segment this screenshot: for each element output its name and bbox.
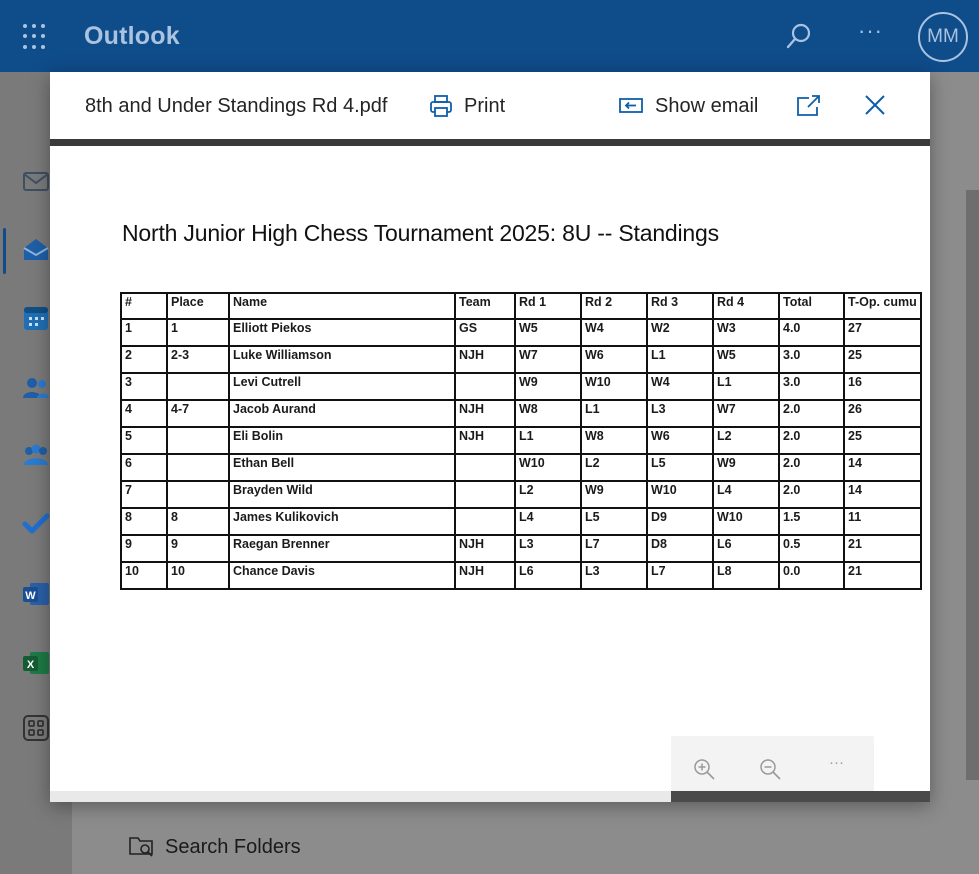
table-cell: GS: [455, 319, 515, 346]
table-row: [121, 427, 921, 454]
table-cell: L6: [515, 562, 581, 589]
rail-active-indicator: [3, 228, 6, 274]
column-header: Place: [167, 293, 229, 319]
more-options-icon[interactable]: ···: [858, 18, 883, 43]
table-cell: NJH: [455, 427, 515, 454]
table-cell: [167, 481, 229, 508]
show-email-icon: [618, 95, 644, 117]
table-cell: W10: [581, 373, 647, 400]
table-row: [121, 562, 921, 589]
svg-text:W: W: [25, 590, 36, 602]
table-cell: W4: [647, 373, 713, 400]
table-cell: 1.5: [779, 508, 844, 535]
table-cell: L2: [515, 481, 581, 508]
show-email-button[interactable]: [618, 91, 758, 121]
table-cell: 6: [121, 454, 167, 481]
table-cell: L8: [713, 562, 779, 589]
table-cell: W9: [515, 373, 581, 400]
table-cell: W10: [713, 508, 779, 535]
table-cell: W8: [581, 427, 647, 454]
table-cell: 2-3: [167, 346, 229, 373]
table-cell: W10: [515, 454, 581, 481]
printer-icon: [428, 93, 454, 119]
table-cell: 2.0: [779, 427, 844, 454]
table-cell: 8: [167, 508, 229, 535]
zoom-in-icon[interactable]: [691, 756, 717, 782]
file-name: 8th and Under Standings Rd 4.pdf: [85, 95, 388, 117]
zoom-out-icon[interactable]: [757, 756, 783, 782]
table-cell: L1: [647, 346, 713, 373]
search-icon[interactable]: [785, 22, 813, 50]
table-cell: 9: [121, 535, 167, 562]
table-cell: Levi Cutrell: [229, 373, 455, 400]
table-cell: L6: [713, 535, 779, 562]
table-cell: L2: [713, 427, 779, 454]
column-header: Team: [455, 293, 515, 319]
table-row: [121, 454, 921, 481]
search-folders-label: Search Folders: [165, 835, 301, 858]
column-header: T-Op. cumu: [844, 293, 921, 319]
table-cell: W10: [647, 481, 713, 508]
close-icon[interactable]: [862, 92, 888, 118]
table-cell: L5: [647, 454, 713, 481]
horizontal-scroll-thumb[interactable]: [671, 791, 930, 802]
table-cell: [167, 454, 229, 481]
table-cell: L1: [581, 400, 647, 427]
table-header-row: [121, 293, 921, 319]
table-cell: NJH: [455, 400, 515, 427]
table-cell: 4.0: [779, 319, 844, 346]
table-cell: W4: [581, 319, 647, 346]
table-cell: W2: [647, 319, 713, 346]
table-cell: [455, 373, 515, 400]
table-cell: 10: [167, 562, 229, 589]
search-folder-icon: [128, 834, 156, 860]
table-cell: W3: [713, 319, 779, 346]
table-cell: Chance Davis: [229, 562, 455, 589]
column-header: Name: [229, 293, 455, 319]
table-cell: [455, 454, 515, 481]
table-cell: W7: [515, 346, 581, 373]
table-cell: 21: [844, 535, 921, 562]
table-cell: D8: [647, 535, 713, 562]
app-launcher-icon[interactable]: [23, 24, 49, 50]
table-cell: W7: [713, 400, 779, 427]
table-cell: 10: [121, 562, 167, 589]
table-cell: 27: [844, 319, 921, 346]
table-cell: 2.0: [779, 400, 844, 427]
print-label: Print: [464, 94, 506, 117]
open-in-new-window-icon[interactable]: [795, 92, 823, 120]
table-cell: [167, 373, 229, 400]
table-row: [121, 346, 921, 373]
table-cell: 26: [844, 400, 921, 427]
viewer-more-icon[interactable]: ···: [829, 754, 844, 771]
column-header: #: [121, 293, 167, 319]
top-bar: [0, 0, 979, 72]
table-cell: 25: [844, 346, 921, 373]
inbox-icon[interactable]: [20, 234, 52, 266]
show-email-label: Show email: [655, 94, 759, 117]
table-cell: L3: [515, 535, 581, 562]
table-cell: 3.0: [779, 373, 844, 400]
table-cell: 16: [844, 373, 921, 400]
table-cell: [455, 508, 515, 535]
table-cell: NJH: [455, 346, 515, 373]
table-cell: 8: [121, 508, 167, 535]
table-cell: L3: [647, 400, 713, 427]
table-cell: Raegan Brenner: [229, 535, 455, 562]
table-cell: 11: [844, 508, 921, 535]
table-cell: 4: [121, 400, 167, 427]
column-header: Rd 4: [713, 293, 779, 319]
document-title: North Junior High Chess Tournament 2025: 8U -- Standings: [122, 220, 719, 246]
table-cell: W9: [713, 454, 779, 481]
table-cell: 0.5: [779, 535, 844, 562]
table-cell: W5: [515, 319, 581, 346]
column-header: Rd 1: [515, 293, 581, 319]
table-cell: 7: [121, 481, 167, 508]
table-cell: 9: [167, 535, 229, 562]
table-cell: 1: [121, 319, 167, 346]
print-button[interactable]: [428, 91, 505, 121]
table-cell: NJH: [455, 535, 515, 562]
horizontal-scrollbar[interactable]: [50, 791, 930, 802]
background-scrollbar: [966, 190, 979, 780]
table-cell: 25: [844, 427, 921, 454]
word-icon[interactable]: [20, 578, 52, 610]
table-cell: W6: [647, 427, 713, 454]
table-cell: L5: [581, 508, 647, 535]
column-header: Rd 2: [581, 293, 647, 319]
table-row: [121, 400, 921, 427]
table-cell: 1: [167, 319, 229, 346]
table-cell: Ethan Bell: [229, 454, 455, 481]
table-cell: 14: [844, 481, 921, 508]
column-header: Rd 3: [647, 293, 713, 319]
viewer-top-border: [50, 139, 930, 146]
svg-text:X: X: [26, 659, 35, 671]
pdf-viewer[interactable]: [50, 146, 930, 791]
table-cell: Jacob Aurand: [229, 400, 455, 427]
table-cell: L1: [713, 373, 779, 400]
table-cell: NJH: [455, 562, 515, 589]
table-cell: L4: [515, 508, 581, 535]
table-cell: [167, 427, 229, 454]
column-header: Total: [779, 293, 844, 319]
avatar[interactable]: MM: [918, 12, 968, 62]
excel-icon[interactable]: [20, 647, 52, 679]
table-cell: 2.0: [779, 481, 844, 508]
table-row: [121, 481, 921, 508]
table-cell: 5: [121, 427, 167, 454]
table-cell: 21: [844, 562, 921, 589]
table-cell: Eli Bolin: [229, 427, 455, 454]
standings-table: [120, 292, 922, 590]
table-cell: Brayden Wild: [229, 481, 455, 508]
table-cell: W6: [581, 346, 647, 373]
table-cell: L1: [515, 427, 581, 454]
table-cell: 2: [121, 346, 167, 373]
table-cell: 0.0: [779, 562, 844, 589]
table-cell: W9: [581, 481, 647, 508]
table-cell: 14: [844, 454, 921, 481]
table-cell: 3: [121, 373, 167, 400]
table-cell: L7: [581, 535, 647, 562]
table-row: [121, 373, 921, 400]
people-icon[interactable]: [20, 372, 52, 404]
table-cell: 3.0: [779, 346, 844, 373]
calendar-icon[interactable]: [20, 302, 52, 334]
table-cell: Elliott Piekos: [229, 319, 455, 346]
table-row: [121, 319, 921, 346]
mail-icon[interactable]: [20, 165, 52, 197]
search-folders-item[interactable]: [128, 832, 301, 862]
table-cell: 4-7: [167, 400, 229, 427]
table-cell: D9: [647, 508, 713, 535]
dialog-header: [50, 72, 930, 139]
table-cell: L7: [647, 562, 713, 589]
table-cell: L3: [581, 562, 647, 589]
table-cell: W8: [515, 400, 581, 427]
more-apps-icon[interactable]: [20, 712, 52, 744]
table-cell: L2: [581, 454, 647, 481]
todo-icon[interactable]: [20, 508, 52, 540]
table-row: [121, 535, 921, 562]
table-cell: 2.0: [779, 454, 844, 481]
table-cell: Luke Williamson: [229, 346, 455, 373]
table-cell: W5: [713, 346, 779, 373]
table-row: [121, 508, 921, 535]
groups-icon[interactable]: [20, 440, 52, 472]
table-cell: James Kulikovich: [229, 508, 455, 535]
app-title: Outlook: [84, 22, 180, 50]
attachment-preview-dialog: [50, 72, 930, 802]
table-cell: [455, 481, 515, 508]
table-cell: L4: [713, 481, 779, 508]
